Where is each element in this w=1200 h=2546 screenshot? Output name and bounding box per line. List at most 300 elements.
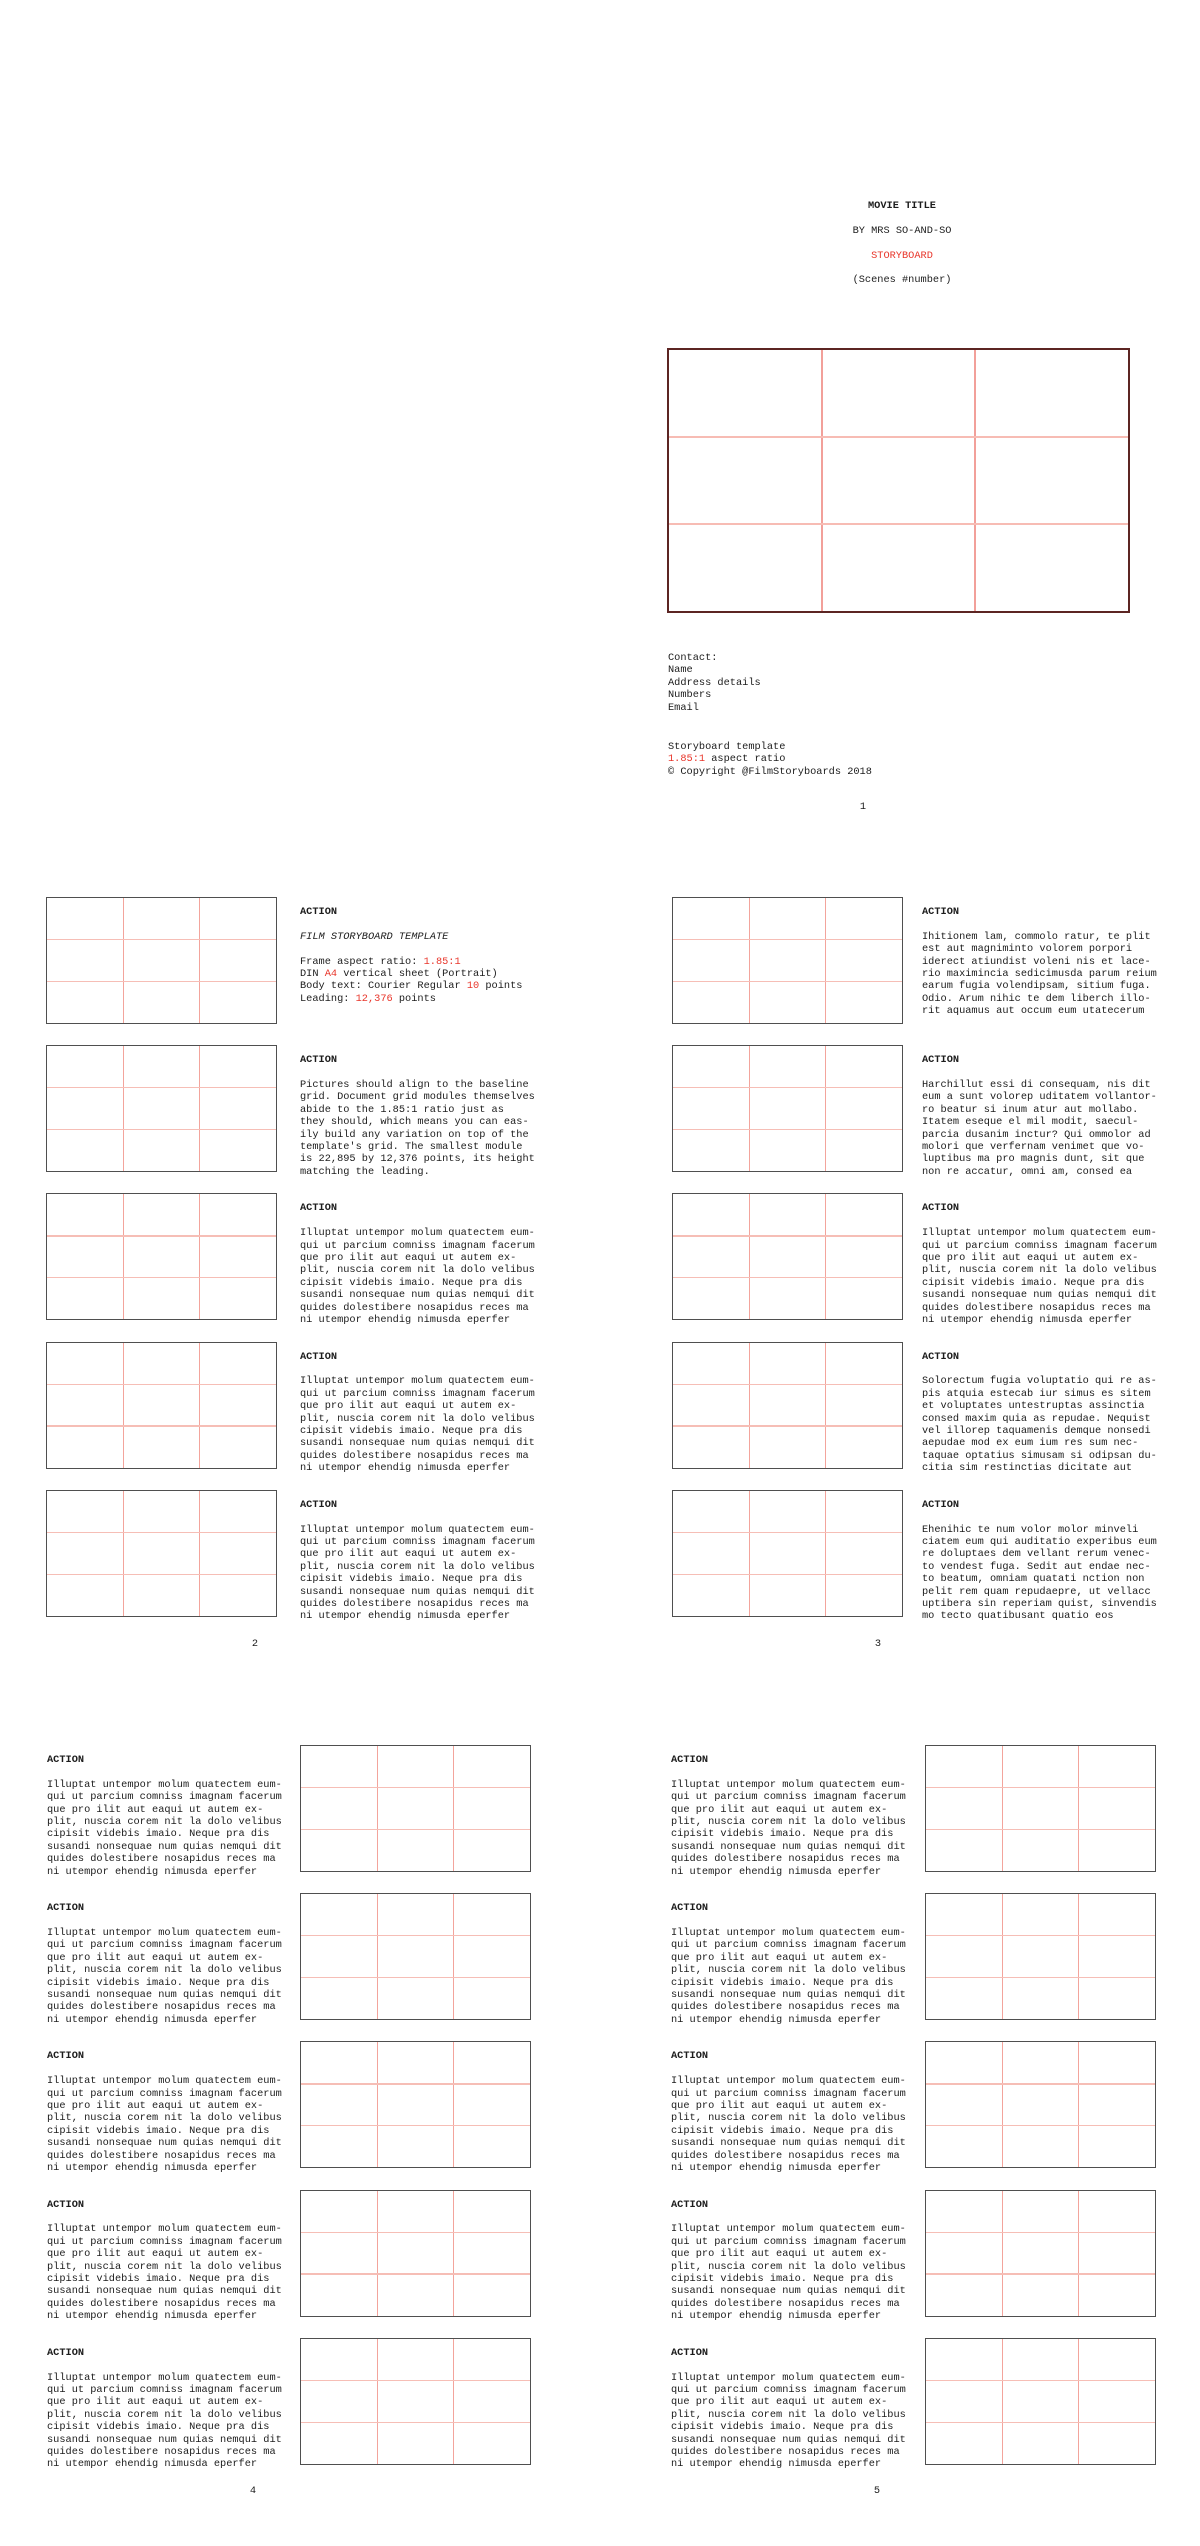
text-segment: quides dolestibere nosapidus reces ma [671,2001,900,2014]
text-segment: qui ut parcium comniss imagnam facerum [300,1535,535,1548]
text-segment: susandi nonsequae num quias nemqui dit [47,2137,282,2150]
action-text-line [922,1573,1164,1585]
text-segment: ACTION [300,906,338,918]
action-text-line [671,1791,913,1803]
text-segment: qui ut parcium comniss imagnam facerum [47,2235,282,2248]
text-segment: ACTION [47,2346,85,2359]
rule-of-thirds-line [123,1194,124,1319]
text-segment: Ehenihic te num volor molor minveli [922,1523,1139,1536]
text-segment: quides dolestibere nosapidus reces ma [671,2297,900,2310]
rule-of-thirds-line [453,2339,454,2464]
text-segment: aspect ratio [705,753,786,766]
text-segment: que pro ilit aut eaqui ut autem ex- [47,1951,264,1964]
blank-line [47,2359,289,2371]
storyboard-frame [925,2338,1156,2465]
action-text-line [671,2261,913,2273]
page-number: 5 [873,2485,881,2497]
title-block [752,200,1052,299]
storyboard-frame [925,2190,1156,2317]
contact-line [668,652,761,664]
action-text-line [922,931,1164,943]
rule-of-thirds-line [301,2083,530,2084]
rule-of-thirds-line [377,2339,378,2464]
action-text-line [47,1841,289,1853]
movie-title: MOVIE TITLE [868,200,936,212]
blank-line [671,1915,913,1927]
action-text-line [671,1939,913,1951]
text-segment: luptibus ma pro magnis dunt, sit que [922,1153,1145,1166]
action-text-line [922,1375,1164,1387]
highlighted-value: 1.85:1 [423,955,461,968]
action-text-line [47,1866,289,1878]
action-text-line [47,2285,289,2297]
action-text-line [300,1104,542,1116]
text-segment: que pro ilit aut eaqui ut autem ex- [300,1251,517,1264]
action-text-line [300,1598,542,1610]
highlighted-value: 10 [466,980,480,993]
action-heading [47,1902,289,1914]
action-text-line [300,1264,542,1276]
text-segment: susandi nonsequae num quias nemqui dit [47,1988,282,2001]
rule-of-thirds-line [926,2380,1155,2381]
storyboard-frame [46,1045,277,1172]
action-text-line [47,2150,289,2162]
text-segment: ACTION [300,1350,338,1363]
action-block [922,1351,1164,1475]
rule-of-thirds-line [926,2422,1155,2423]
action-text-line [300,1240,542,1252]
storyboard-frame [46,1193,277,1320]
action-block [47,1754,289,1878]
text-segment: qui ut parcium comniss imagnam facerum [671,2087,906,2100]
text-segment: uptibera sin reperiam quist, sinvendis [922,1597,1157,1610]
text-segment: susandi nonsequae num quias nemqui dit [47,2285,282,2298]
text-segment: ACTION [922,1054,960,1067]
template-info-line [668,753,872,765]
text-segment: to beatum, omniam quatati nction non [922,1573,1145,1586]
action-block [671,2199,913,2323]
action-text-line [922,1425,1164,1437]
text-segment: quides dolestibere nosapidus reces ma [47,2149,276,2162]
text-segment: que pro ilit aut eaqui ut autem ex- [671,2396,888,2409]
action-text-line [922,1413,1164,1425]
rule-of-thirds-line [47,1574,276,1575]
action-text-line [922,1166,1164,1178]
storyboard-frame [925,1745,1156,1872]
action-block [300,1351,542,1475]
text-segment: plit, nuscia corem nit la dolo velibus [47,1964,282,1977]
rule-of-thirds-line [926,2232,1155,2233]
text-segment: cipisit videbis imaio. Neque pra dis [47,2421,270,2434]
action-text-line [922,1598,1164,1610]
text-segment: susandi nonsequae num quias nemqui dit [47,1840,282,1853]
action-text-line [671,2298,913,2310]
rule-of-thirds-line [1078,2339,1079,2464]
text-segment: Illuptat untempor molum quatectem eum- [671,1778,906,1791]
action-heading [922,1351,1164,1363]
text-segment: quides dolestibere nosapidus reces ma [47,1853,276,1866]
text-segment: qui ut parcium comniss imagnam facerum [47,1791,282,1804]
action-text-line [47,2248,289,2260]
action-text-line [922,1227,1164,1239]
text-segment: Illuptat untempor molum quatectem eum- [47,2075,282,2088]
text-segment: plit, nuscia corem nit la dolo velibus [671,1964,906,1977]
storyboard-frame [672,1193,903,1320]
text-segment: non re accatur, omni am, consed ea [922,1165,1133,1178]
text-segment: ACTION [300,1498,338,1511]
blank-line [300,918,542,930]
text-segment: Illuptat untempor molum quatectem eum- [922,1227,1157,1240]
text-segment: ni utempor ehendig nimusda eperfer [922,1313,1133,1326]
action-text-line [47,2298,289,2310]
rule-of-thirds-line [825,1046,826,1171]
text-segment: ACTION [47,1754,85,1766]
rule-of-thirds-line [673,1277,902,1278]
contact-line [668,677,761,689]
text-segment: que pro ilit aut eaqui ut autem ex- [671,2099,888,2112]
text-segment: quides dolestibere nosapidus reces ma [922,1301,1151,1314]
blank-line [300,1511,542,1523]
action-text-line [922,980,1164,992]
rule-of-thirds-line [377,1894,378,2019]
text-segment: ACTION [922,906,960,918]
rule-of-thirds-line [377,2191,378,2316]
template-info-line [668,766,872,778]
text-segment: cipisit videbis imaio. Neque pra dis [671,1976,894,1989]
action-text-line [47,2075,289,2087]
text-segment: ACTION [671,2050,709,2063]
text-segment: cipisit videbis imaio. Neque pra dis [671,2421,894,2434]
text-segment: ACTION [47,2198,85,2211]
text-segment: plit, nuscia corem nit la dolo velibus [47,2260,282,2273]
text-segment: aepudae mod ex eum ium res sum nec- [922,1437,1139,1450]
text-segment: Contact: [668,652,718,664]
action-text-line [922,1400,1164,1412]
blank-line [300,1215,542,1227]
action-text-line [922,1437,1164,1449]
rule-of-thirds-line [47,1129,276,1130]
rule-of-thirds-line [123,1046,124,1171]
action-text-line [922,1450,1164,1462]
action-block [47,2347,289,2471]
page-number: 1 [859,801,867,813]
action-text-line [922,1129,1164,1141]
action-block [300,1054,542,1178]
text-segment: vertical sheet (Portrait) [337,967,498,980]
text-segment: qui ut parcium comniss imagnam facerum [922,1239,1157,1252]
blank-line [671,2359,913,2371]
blank-line [47,2211,289,2223]
text-segment: ni utempor ehendig nimusda eperfer [671,2458,882,2471]
action-heading [47,2347,289,2359]
action-text-line [300,1462,542,1474]
text-segment: they should, which means you can eas- [300,1116,529,1129]
text-segment: ni utempor ehendig nimusda eperfer [671,1865,882,1878]
action-text-line [671,2100,913,2112]
blank-line [47,2063,289,2075]
text-segment: rit aquamus aut occum eum utatecerum [922,1005,1145,1018]
text-segment: FILM STORYBOARD TEMPLATE [300,930,449,943]
text-segment: quides dolestibere nosapidus reces ma [671,1853,900,1866]
action-text-line [47,1952,289,1964]
rule-of-thirds-line [301,1935,530,1936]
rule-of-thirds-line [377,2042,378,2167]
storyboard-frame [46,1342,277,1469]
action-text-line [922,1079,1164,1091]
action-text-line [47,2446,289,2458]
text-segment: Address details [668,676,761,689]
text-segment: eum a sunt volorep uditatem vollantor- [922,1091,1157,1104]
action-block [47,2199,289,2323]
text-segment: ACTION [922,1498,960,1511]
action-block [47,2050,289,2174]
action-text-line [922,1091,1164,1103]
text-segment: que pro ilit aut eaqui ut autem ex- [47,2099,264,2112]
action-text-line [671,2075,913,2087]
text-segment: susandi nonsequae num quias nemqui dit [671,1840,906,1853]
rule-of-thirds-line [47,981,276,982]
rule-of-thirds-line [926,1829,1155,1830]
storyboard-frame [300,2190,531,2317]
action-text-line [47,2112,289,2124]
action-text-line [47,2236,289,2248]
rule-of-thirds-line [749,1046,750,1171]
rule-of-thirds-line [749,1491,750,1616]
scenes-label: (Scenes #number) [852,274,952,287]
text-segment: Numbers [668,689,712,702]
text-segment: que pro ilit aut eaqui ut autem ex- [922,1251,1139,1264]
text-segment: ACTION [671,2198,709,2211]
action-text-line [300,968,542,980]
text-segment: qui ut parcium comniss imagnam facerum [47,2383,282,2396]
action-heading [671,2050,913,2062]
contact-line [668,689,761,701]
action-text-line [300,1586,542,1598]
action-text-line [47,1853,289,1865]
blank-line [922,1067,1164,1079]
action-text-line [671,2409,913,2421]
action-text-line [671,2384,913,2396]
rule-of-thirds-line [47,1532,276,1533]
text-segment: points [479,980,523,993]
storyboard-frame [925,1893,1156,2020]
text-segment: susandi nonsequae num quias nemqui dit [922,1289,1157,1302]
text-segment: qui ut parcium comniss imagnam facerum [671,1791,906,1804]
action-text-line [922,1289,1164,1301]
rule-of-thirds-line [47,939,276,940]
rule-of-thirds-line [673,1574,902,1575]
action-text-line [922,1153,1164,1165]
rule-of-thirds-line [673,1235,902,1236]
action-text-line [922,943,1164,955]
action-text-line [47,2396,289,2408]
action-text-line [300,1610,542,1622]
action-text-line [922,1548,1164,1560]
text-segment: ACTION [922,1350,960,1363]
rule-of-thirds-line [301,2232,530,2233]
action-block [922,1202,1164,1326]
action-block [671,1902,913,2026]
action-text-line [671,2248,913,2260]
text-segment: earum fugia volendipsam, sitium fuga. [922,980,1151,993]
action-heading [47,1754,289,1766]
text-segment: grid. Document grid modules themselves [300,1091,535,1104]
rule-of-thirds-line [301,1977,530,1978]
text-segment: cipisit videbis imaio. Neque pra dis [47,2124,270,2137]
contact-line [668,702,761,714]
text-segment: ACTION [671,1902,709,1915]
action-block [671,1754,913,1878]
action-text-line [922,1252,1164,1264]
text-segment: Illuptat untempor molum quatectem eum- [300,1375,535,1388]
text-segment: quides dolestibere nosapidus reces ma [300,1449,529,1462]
action-text-line [671,1977,913,1989]
action-text-line [922,1524,1164,1536]
action-text-line [922,1104,1164,1116]
rule-of-thirds-line [821,350,823,611]
action-text-line [300,993,542,1005]
text-segment: Name [668,664,693,677]
storyboard-frame [672,1490,903,1617]
action-text-line [300,1141,542,1153]
text-segment: quides dolestibere nosapidus reces ma [47,2001,276,2014]
action-heading [922,1499,1164,1511]
action-block [922,1054,1164,1178]
text-segment: qui ut parcium comniss imagnam facerum [671,1939,906,1952]
text-segment: Harchillut essi di consequam, nis dit [922,1078,1151,1091]
action-text-line [300,1129,542,1141]
text-segment: plit, nuscia corem nit la dolo velibus [47,1815,282,1828]
action-heading [300,1499,542,1511]
action-text-line [671,1964,913,1976]
rule-of-thirds-line [453,1746,454,1871]
rule-of-thirds-line [1002,2042,1003,2167]
rule-of-thirds-line [673,1384,902,1385]
rule-of-thirds-line [453,2042,454,2167]
rule-of-thirds-line [825,1491,826,1616]
doc-type-label: STORYBOARD [871,249,933,262]
action-text-line [47,1779,289,1791]
text-segment: Illuptat untempor molum quatectem eum- [47,2223,282,2236]
rule-of-thirds-line [926,2273,1155,2274]
action-text-line [300,1314,542,1326]
action-text-line [300,1302,542,1314]
action-text-line [300,943,542,955]
text-segment: is 22,895 by 12,376 points, its height [300,1153,535,1166]
action-text-line [47,2409,289,2421]
action-text-line [300,1573,542,1585]
text-segment: Email [668,701,699,714]
action-text-line [300,1450,542,1462]
text-segment: susandi nonsequae num quias nemqui dit [300,1437,535,1450]
text-segment: ni utempor ehendig nimusda eperfer [300,1313,511,1326]
action-text-line [922,1277,1164,1289]
action-text-line [300,1400,542,1412]
action-block [300,1499,542,1623]
rule-of-thirds-line [123,1343,124,1468]
rule-of-thirds-line [199,1491,200,1616]
action-text-line [671,1816,913,1828]
text-segment: cipisit videbis imaio. Neque pra dis [671,1828,894,1841]
action-text-line [47,1828,289,1840]
action-text-line [922,1005,1164,1017]
text-segment: que pro ilit aut eaqui ut autem ex- [300,1548,517,1561]
text-segment: ni utempor ehendig nimusda eperfer [47,2013,258,2026]
text-segment: plit, nuscia corem nit la dolo velibus [300,1560,535,1573]
action-text-line [671,2223,913,2235]
action-text-line [671,1779,913,1791]
text-segment: re doluptaes dem vellant rerum venec- [922,1548,1151,1561]
text-segment: Illuptat untempor molum quatectem eum- [671,1926,906,1939]
text-segment: rio maximincia sedicimusda parum reium [922,967,1157,980]
text-segment: Ihitionem lam, commolo ratur, te plit [922,930,1151,943]
storyboard-frame-large [667,348,1130,613]
text-segment: consed maxim quia as repudae. Nequist [922,1412,1151,1425]
action-text-line [300,1524,542,1536]
text-segment: plit, nuscia corem nit la dolo velibus [922,1264,1157,1277]
action-text-line [300,1388,542,1400]
action-text-line [671,1989,913,2001]
action-text-line [300,1548,542,1560]
action-text-line [922,1141,1164,1153]
text-segment: susandi nonsequae num quias nemqui dit [671,2137,906,2150]
text-segment: ACTION [671,1754,709,1766]
action-text-line [300,931,542,943]
text-segment: susandi nonsequae num quias nemqui dit [300,1289,535,1302]
storyboard-frame [300,1745,531,1872]
rule-of-thirds-line [673,939,902,940]
action-text-line [671,2162,913,2174]
action-text-line [922,993,1164,1005]
template-info-line [668,741,872,753]
action-text-line [671,2014,913,2026]
action-text-line [300,1079,542,1091]
action-text-line [47,1989,289,2001]
text-segment: cipisit videbis imaio. Neque pra dis [47,1828,270,1841]
action-text-line [922,1314,1164,1326]
text-segment: susandi nonsequae num quias nemqui dit [671,2433,906,2446]
text-segment: cipisit videbis imaio. Neque pra dis [300,1424,523,1437]
action-text-line [671,2273,913,2285]
action-text-line [47,1791,289,1803]
action-text-line [300,1413,542,1425]
text-segment: qui ut parcium comniss imagnam facerum [47,1939,282,1952]
action-text-line [47,2125,289,2137]
action-text-line [300,1116,542,1128]
rule-of-thirds-line [47,1087,276,1088]
blank-line [922,1363,1164,1375]
rule-of-thirds-line [673,1532,902,1533]
action-heading [671,1902,913,1914]
page-number: 4 [249,2485,257,2497]
text-segment: plit, nuscia corem nit la dolo velibus [671,1815,906,1828]
rule-of-thirds-line [301,1829,530,1830]
action-text-line [671,2310,913,2322]
text-segment: vel illorep taquamenis demque nonsedi [922,1424,1151,1437]
action-text-line [671,1866,913,1878]
blank-line [47,1766,289,1778]
text-segment: que pro ilit aut eaqui ut autem ex- [300,1400,517,1413]
action-text-line [300,1289,542,1301]
text-segment: quides dolestibere nosapidus reces ma [47,2297,276,2310]
text-segment: que pro ilit aut eaqui ut autem ex- [47,2396,264,2409]
text-segment: ni utempor ehendig nimusda eperfer [47,2458,258,2471]
text-segment: pelit rem quam repudaepre, ut vellacc [922,1585,1151,1598]
rule-of-thirds-line [1078,2042,1079,2167]
text-segment: ni utempor ehendig nimusda eperfer [300,1462,511,1475]
rule-of-thirds-line [673,1425,902,1426]
rule-of-thirds-line [825,1194,826,1319]
